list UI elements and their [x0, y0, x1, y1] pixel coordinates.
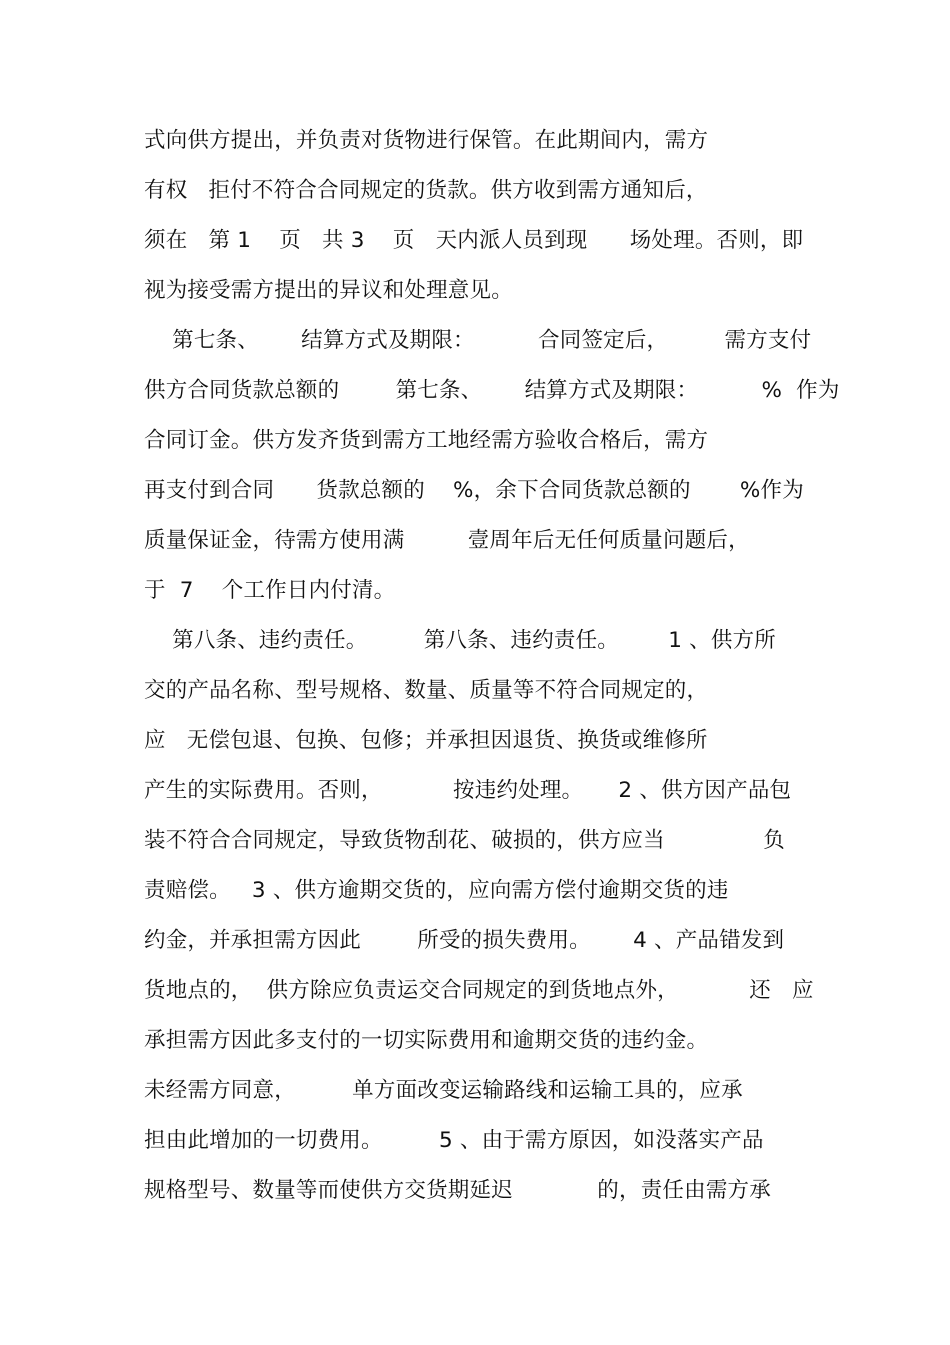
text-line: 有权 拒付不符合合同规定的货款。供方收到需方通知后， [144, 178, 708, 203]
text-line: 责赔偿。 3 、供方逾期交货的，应向需方偿付逾期交货的违 [144, 878, 729, 903]
text-line: 承担需方因此多支付的一切实际费用和逾期交货的违约金。 [144, 1028, 709, 1053]
text-line: 未经需方同意， 单方面改变运输路线和运输工具的，应承 [144, 1078, 743, 1103]
text-line: 第七条、 结算方式及期限： 合同签定后， 需方支付 [144, 328, 812, 353]
text-line: 供方合同货款总额的 第七条、 结算方式及期限： % 作为 [144, 378, 840, 403]
text-line: 合同订金。供方发齐货到需方工地经需方验收合格后，需方 [144, 428, 709, 453]
text-line: 约金，并承担需方因此 所受的损失费用。 4 、产品错发到 [144, 928, 785, 953]
text-line: 担由此增加的一切费用。 5 、由于需方原因，如没落实产品 [144, 1128, 764, 1153]
text-line: 第八条、违约责任。 第八条、违约责任。 1 、供方所 [144, 628, 776, 653]
text-line: 装不符合合同规定，导致货物刮花、破损的，供方应当 负 [144, 828, 785, 853]
text-line: 再支付到合同 货款总额的 %，余下合同货款总额的 %作为 [144, 478, 804, 503]
text-line: 须在 第 1 页 共 3 页 天内派人员到现 场处理。否则，即 [144, 228, 804, 253]
text-line: 视为接受需方提出的异议和处理意见。 [144, 278, 513, 303]
text-line: 规格型号、数量等而使供方交货期延迟 的，责任由需方承 [144, 1178, 771, 1203]
text-line: 产生的实际费用。否则， 按违约处理。 2 、供方因产品包 [144, 778, 792, 803]
text-line: 应 无偿包退、包换、包修；并承担因退货、换货或维修所 [144, 728, 708, 753]
text-line: 质量保证金，待需方使用满 壹周年后无任何质量问题后， [144, 528, 750, 553]
text-line: 于 7 个工作日内付清。 [144, 578, 396, 603]
text-line: 交的产品名称、型号规格、数量、质量等不符合同规定的， [144, 678, 709, 703]
text-line: 货地点的， 供方除应负责运交合同规定的到货地点外， 还 应 [144, 978, 814, 1003]
text-line: 式向供方提出，并负责对货物进行保管。在此期间内，需方 [144, 128, 709, 153]
